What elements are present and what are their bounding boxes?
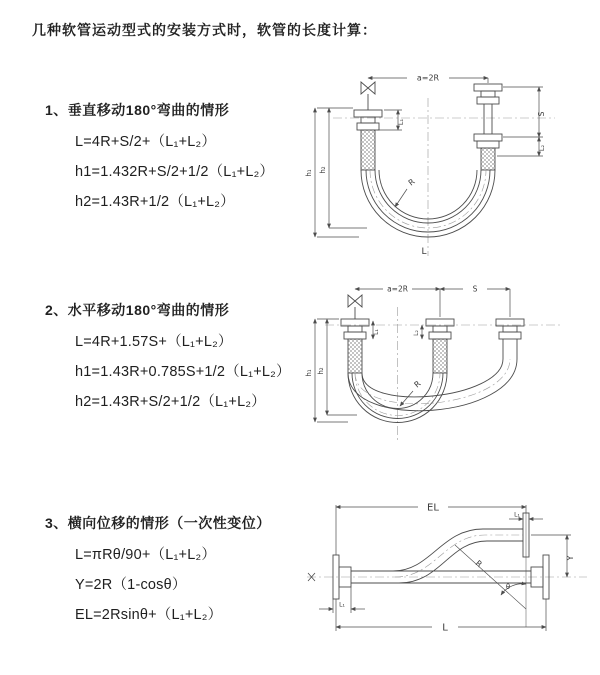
formula-length: L=4R+1.57S+（L₁+L₂） [75, 334, 233, 350]
angle-theta-label: θ [505, 583, 511, 591]
formula-y: Y=2R（1-cosθ） [75, 577, 187, 593]
dim-l1-label: L₁ [373, 329, 380, 335]
radius-label: R [406, 177, 417, 188]
formula-h2: h2=1.43R+S/2+1/2（L₁+L₂） [75, 394, 266, 410]
section-2-formulas [75, 327, 315, 417]
section-3-formulas [75, 540, 315, 630]
dim-el-label: EL [427, 502, 439, 514]
dim-l1-bottom-label: L₁ [339, 601, 345, 609]
angle-theta-arc [501, 584, 526, 595]
dim-l1-top-label: L₁ [514, 511, 520, 519]
section-1-formulas [75, 127, 315, 217]
dim-a-label: a=2R [416, 73, 440, 83]
formula-h1: h1=1.432R+S/2+1/2（L₁+L₂） [75, 164, 275, 180]
dim-h2-label: h₂ [319, 166, 327, 174]
formula-h1: h1=1.43R+0.785S+1/2（L₁+L₂） [75, 364, 291, 380]
section-horizontal-movement [45, 300, 315, 417]
diagram-horizontal-bend [305, 281, 595, 453]
length-label: L [421, 247, 427, 257]
radius-construction-line [455, 513, 526, 627]
dim-s-label: S [537, 111, 546, 117]
section-1-heading: 1、垂直移动180°弯曲的情形 [45, 102, 230, 118]
dim-h1-label: h₁ [305, 369, 313, 377]
diagram-vertical-bend [303, 70, 593, 262]
valve-icon [361, 82, 375, 110]
formula-length: L=4R+S/2+（L₁+L₂） [75, 134, 217, 150]
radius-label: R [473, 558, 484, 570]
dim-a-label: a=2R [387, 284, 408, 294]
diagram-lateral-displacement [295, 497, 595, 639]
formula-length: L=πRθ/90+（L₁+L₂） [75, 547, 217, 563]
section-2-heading: 2、水平移动180°弯曲的情形 [45, 302, 230, 318]
dim-y-label: Y [566, 555, 575, 561]
left-pipe-flange [354, 110, 382, 170]
dimension-l2 [497, 137, 543, 156]
section-lateral-displacement [45, 513, 315, 630]
dim-h2-label: h₂ [317, 367, 325, 375]
hose-u-bend-position2 [348, 359, 517, 411]
page-title: 几种软管运动型式的安装方式时，软管的长度计算： [32, 22, 377, 38]
dim-s-label: S [472, 284, 478, 294]
right-pipe-flange [474, 84, 502, 170]
middle-pipe-flange [426, 319, 454, 373]
dim-l2-label: L₂ [538, 144, 546, 152]
dimension-l1-bottom [319, 587, 365, 613]
dim-l-label: L [442, 622, 448, 634]
dim-l2-label: L₂ [413, 330, 420, 336]
dim-h1-label: h₁ [305, 169, 313, 177]
dimension-l [336, 599, 546, 631]
centerlines [325, 307, 560, 441]
radius-leader [395, 189, 407, 207]
formula-h2: h2=1.43R+1/2（L₁+L₂） [75, 194, 235, 210]
dim-l1-label: L₁ [397, 118, 405, 126]
dimension-y [531, 535, 571, 577]
valve-icon [348, 295, 362, 319]
formula-el: EL=2Rsinθ+（L₁+L₂） [75, 607, 223, 623]
section-3-heading: 3、横向位移的情形（一次性变位） [45, 515, 271, 531]
section-vertical-movement [45, 100, 315, 217]
radius-label: R [412, 379, 423, 390]
left-pipe-flange [341, 319, 369, 373]
hose-displaced-position [393, 529, 523, 583]
